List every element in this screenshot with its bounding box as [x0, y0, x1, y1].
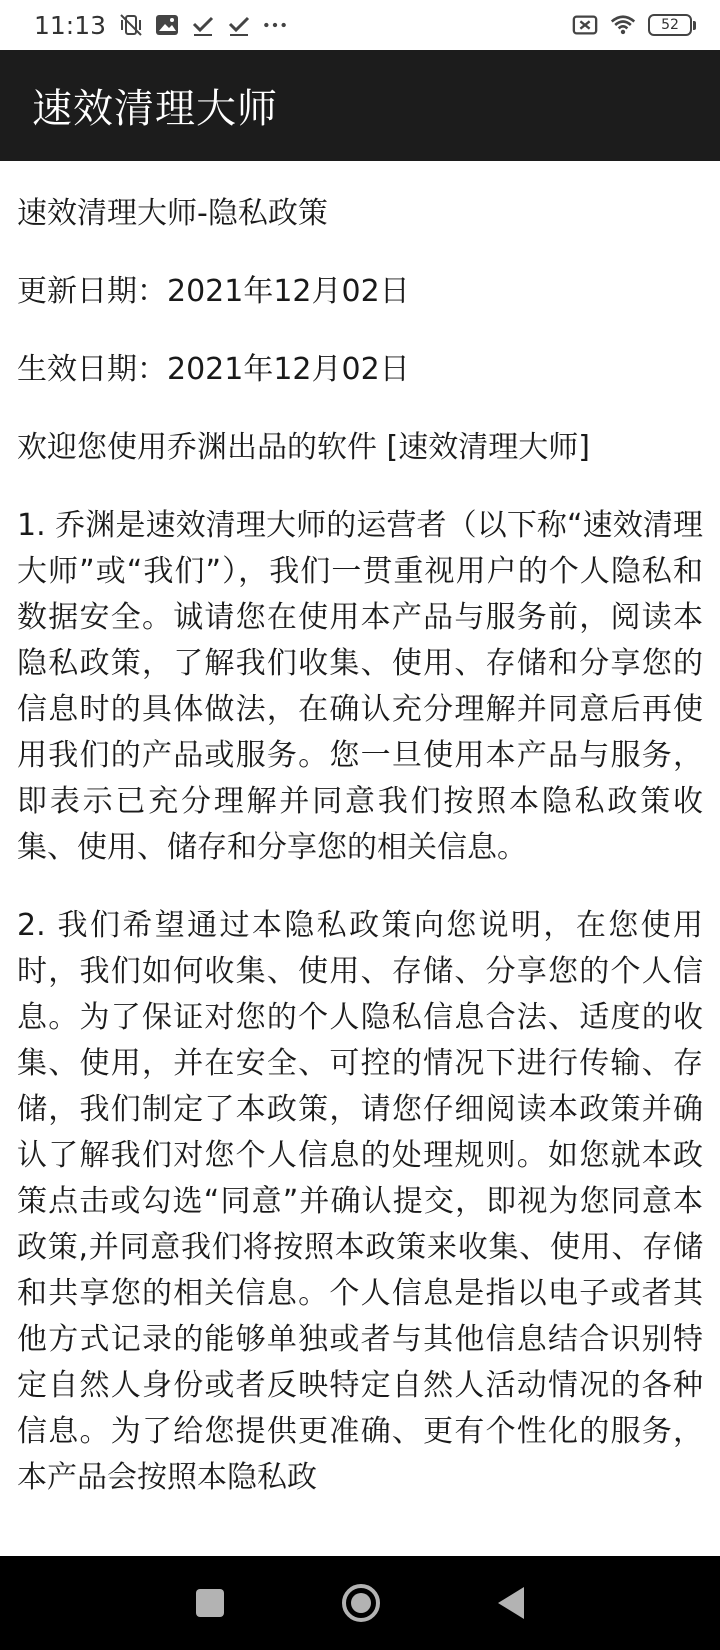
effective-date: 生效日期：2021年12月02日 — [17, 352, 410, 387]
battery-tip — [693, 21, 696, 30]
policy-content[interactable] — [0, 161, 720, 1556]
welcome-text: 欢迎您使用乔渊出品的软件 [速效清理大师] — [17, 430, 590, 465]
status-time: 11:13 — [34, 10, 107, 40]
wifi-icon — [610, 12, 636, 38]
policy-paragraph-2: 2. 我们希望通过本隐私政策向您说明，在您使用时，我们如何收集、使用、存储、分享您的个人信息。为了保证对您的个人隐私信息合法、适度的收集、使用，并在安全、可控的情况下进行传输、存储，我们制定了本政策，请您仔细阅读本政策并确认了解我们对您个人信息的处理规则。如您就本政策点击或勾选“同意”并确认提交，即视为您同意本政策,并同意我们将按照本政策来收集、使用、存储和共享您的相关信息。个人信息是指以电子或者其他方式记录的能够单独或者与其他信息结合识别特定自然人身份或者反映特定自然人活动情况的各种信息。为了给您提供更准确、更有个性化的服务，本产品会按照本隐私政 — [17, 908, 703, 1495]
navigation-bar — [0, 1556, 720, 1650]
more-dots-icon — [262, 12, 288, 38]
check-icon — [226, 12, 252, 38]
battery-indicator — [648, 14, 696, 36]
sim-off-icon — [572, 12, 598, 38]
status-bar — [0, 0, 720, 50]
app-bar — [0, 50, 720, 161]
updated-date: 更新日期：2021年12月02日 — [17, 274, 410, 309]
gallery-icon — [154, 12, 180, 38]
recents-icon[interactable] — [196, 1589, 224, 1617]
policy-paragraph-1: 1. 乔渊是速效清理大师的运营者（以下称“速效清理大师”或“我们”），我们一贯重视用户的个人隐私和数据安全。诚请您在使用本产品与服务前，阅读本隐私政策，了解我们收集、使用、存储和分享您的信息时的具体做法，在确认充分理解并同意后再使用我们的产品或服务。您一旦使用本产品与服务，即表示已充分理解并同意我们按照本隐私政策收集、使用、储存和分享您的相关信息。 — [17, 508, 703, 865]
status-left-group — [34, 11, 288, 40]
app-title: 速效清理大师 — [32, 86, 278, 132]
policy-heading: 速效清理大师-隐私政策 — [17, 196, 328, 231]
muted-vibrate-icon — [118, 12, 144, 38]
home-icon[interactable] — [342, 1584, 380, 1622]
battery-level: 52 — [648, 14, 692, 36]
home-icon-inner — [351, 1593, 371, 1613]
status-right-group — [572, 12, 696, 38]
check-icon — [190, 12, 216, 38]
back-icon[interactable] — [498, 1587, 524, 1619]
